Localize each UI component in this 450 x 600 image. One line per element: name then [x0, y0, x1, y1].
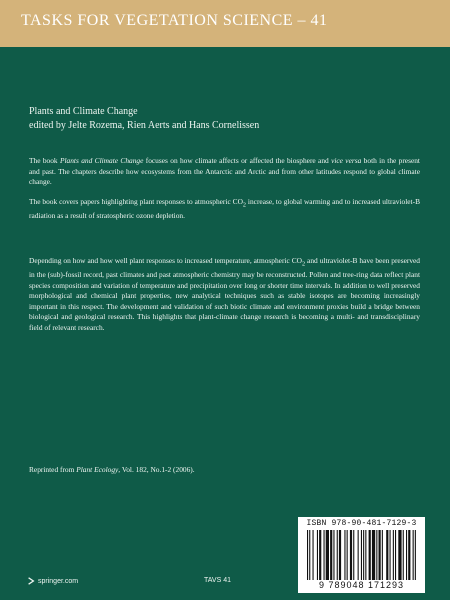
series-title: TASKS FOR VEGETATION SCIENCE – 41 — [21, 12, 328, 29]
reprint-rest: , Vol. 182, No.1-2 (2006). — [118, 465, 195, 474]
reprint-lead: Reprinted from — [29, 465, 77, 474]
isbn-barcode-box — [298, 517, 425, 593]
arrow-right-icon — [27, 577, 35, 585]
reprint-note — [29, 465, 409, 475]
description-paragraph-1 — [29, 156, 420, 188]
p1-mid: focuses on how climate affects or affected the biosphere and — [143, 156, 332, 165]
p2-rest: increase, to global warming and to increased ultraviolet-B radiation as a result of stratospheric ozone depletion. — [29, 197, 420, 221]
book-editors: edited by Jelte Rozema, Rien Aerts and Hans Cornelissen — [29, 120, 260, 131]
description-paragraph-2 — [29, 197, 420, 222]
barcode-icon — [305, 530, 422, 580]
barcode-digits: 9 789048 171293 — [318, 580, 405, 590]
p2-subscript: 2 — [242, 202, 246, 209]
p3-subscript: 2 — [302, 261, 306, 268]
p3-lead: Depending on how and how well plant responses to increased temperature, atmospheric CO — [29, 256, 302, 265]
p1-lead: The book — [29, 156, 60, 165]
p1-rest: both in the present and past. The chapters describe how ecosystems from the Antarctic and Arctic and from other latitudes respond to global climate change. — [29, 156, 420, 187]
publisher-link[interactable] — [27, 577, 78, 585]
description-paragraph-3 — [29, 256, 420, 334]
publisher-url[interactable]: springer.com — [38, 577, 79, 585]
p1-book-title: Plants and Climate Change — [59, 156, 144, 165]
p2-lead: The book covers papers highlighting plant responses to atmospheric CO — [29, 197, 243, 206]
p3-rest: and ultraviolet-B have been preserved in the (sub)-fossil record, past climates and past atmospheric chemistry may be reconstructed. Pollen and tree-ring data reflect plant species composition and variation of temperature and precipitation over long or shorter time intervals. In addition to well preserved morphological and chemical plant properties, new analytical techniques such as stable isotopes are becoming increasingly important in this respect. The development and validation of such biotic climate and environment proxies build a bridge between biological and geological research. This highlights that plant-climate change research is becoming a multi- and transdisciplinary field of relevant research. — [29, 256, 420, 333]
isbn-label: ISBN 978-90-481-7129-3 — [306, 519, 417, 528]
series-banner — [0, 0, 450, 47]
book-title: Plants and Climate Change — [29, 106, 138, 117]
p1-vice-versa: vice versa — [331, 156, 362, 165]
reprint-journal: Plant Ecology — [76, 465, 119, 474]
series-code: TAVS 41 — [204, 577, 231, 584]
